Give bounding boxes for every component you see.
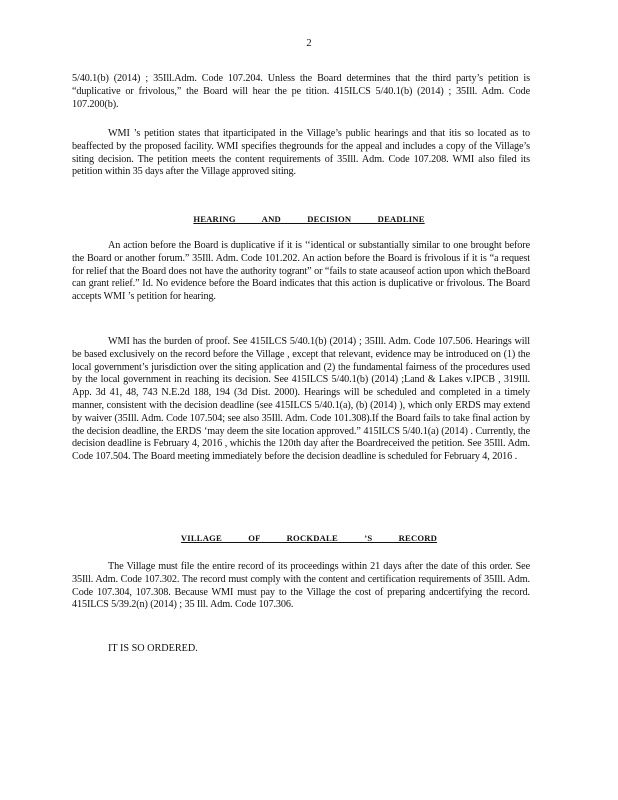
paragraph-intro-1: 5/40.1(b) (2014) ; 35Ill.Adm. Code 107.204. Unless the Board determines that the third party’s petition is “duplicative or frivolous,” the Board will hear the pe tition. 415ILCS 5/40.1(b) (2014) ; 35Ill. Adm. Code 107.200(b).	[72, 73, 530, 110]
page-number: 2	[306, 38, 312, 49]
paragraph-intro-2: WMI ’s petition states that itparticipated in the Village’s public hearings and that itis so located as to beaffected by the proposed facility. WMI specifies thegrounds for the appeal and includes a copy of the Village’s siting decision. The petition meets the content requirements of 35Ill. Adm. Code 107.208. WMI also filed its petition within 35 days after the Village approved siting.	[72, 128, 530, 178]
closing-statement: IT IS SO ORDERED.	[108, 643, 198, 654]
paragraph-record-1: The Village must file the entire record of its proceedings within 21 days after the date of this order. See 35Ill. Adm. Code 107.302. The record must comply with the content and certification requirements of 35Ill. Adm. Code 107.304, 107.308. Because WMI must pay to the Village the cost of preparing andcertifying the record. 415ILCS 5/39.2(n) (2014) ; 35 Ill. Adm. Code 107.306.	[72, 561, 530, 611]
section-heading-hearing: HEARING AND DECISION DEADLINE	[193, 214, 425, 224]
paragraph-hearing-1: An action before the Board is duplicative if it is ‘‘identical or substantially similar to one brought before the Board or another forum.” 35Ill. Adm. Code 101.202. An action before the Board is frivolous if it is “a request for relief that the Board does not have the authority togrant” or “fails to state acauseof action upon which theBoard can grant relief.” Id. No evidence before the Board indicates that this action is duplicative or frivolous. The Board accepts WMI ’s petition for hearing.	[72, 240, 530, 303]
paragraph-hearing-2: WMI has the burden of proof. See 415ILCS 5/40.1(b) (2014) ; 35Ill. Adm. Code 107.506. Hearings will be based exclusively on the record before the Village , except that relevant, evidence may be introduced on (1) the local government’s jurisdiction over the siting application and (2) the fundamental fairness of the procedures used by the local government in reaching its decision. See 415ILCS 5/40.1(b) (2014) ;Land & Lakes v.IPCB , 319Ill. App. 3d 41, 48, 743 N.E.2d 188, 194 (3d Dist. 2000). Hearings will be scheduled and completed in a timely manner, consistent with the decision deadline (see 415ILCS 5/40.1(a), (b) (2014) ), which only ERDS may extend by waiver (35Ill. Adm. Code 107.504; see also 35Ill. Adm. Code 101.308).If the Board fails to take final action by the decision deadline, the ERDS ‘may deem the site location approved.” 415ILCS 5/40.1(a) (2014) . Currently, the decision deadline is February 4, 2016 , whichis the 120th day after the Boardreceived the petition. See 35Ill. Adm. Code 107.504. The Board meeting immediately before the decision deadline is scheduled for February 4, 2016 .	[72, 336, 530, 463]
section-heading-record: VILLAGE OF ROCKDALE ’S RECORD	[180, 533, 438, 543]
